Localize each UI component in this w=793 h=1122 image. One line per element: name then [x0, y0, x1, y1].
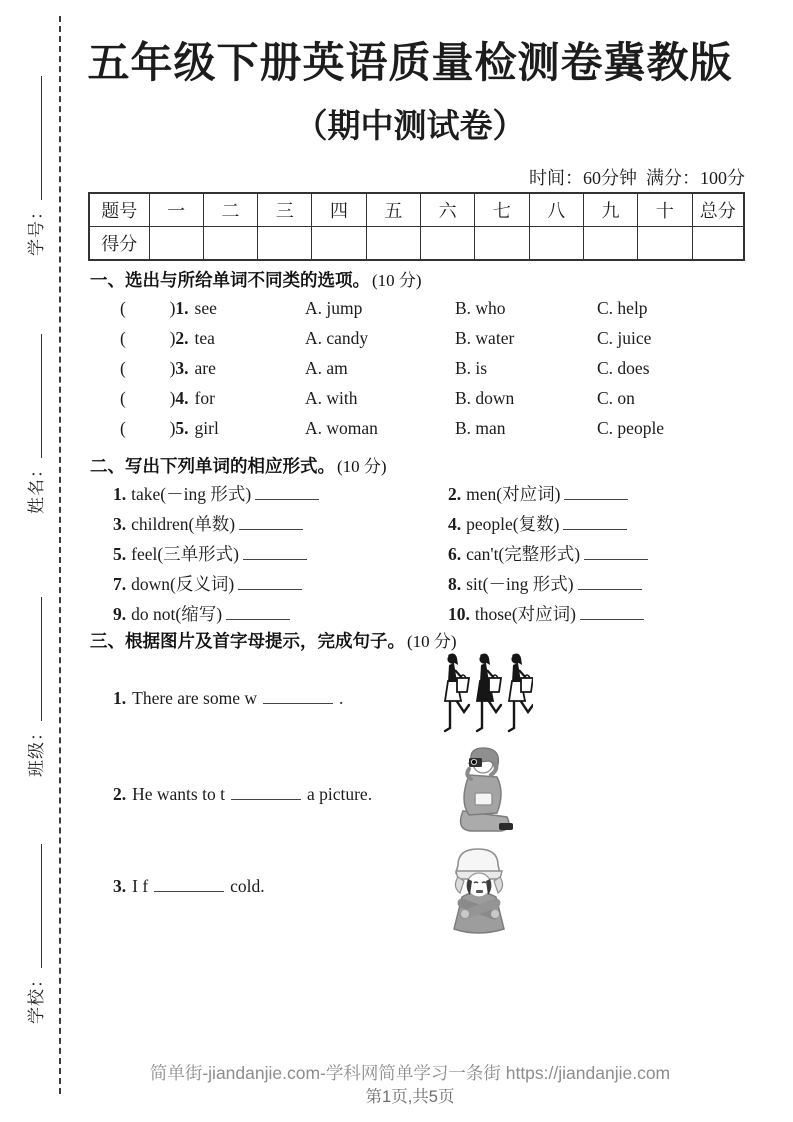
sentence-before: He wants to t — [132, 784, 225, 804]
question-number: 2. — [175, 328, 189, 348]
answer-paren: ( ) — [120, 358, 176, 378]
option-a: A. jump — [305, 298, 363, 318]
section2-heading — [90, 452, 387, 478]
section1-heading — [90, 266, 422, 292]
item-number: 9. — [113, 604, 127, 624]
item-text: men(对应词) — [466, 484, 561, 504]
feel-cold-image — [432, 845, 524, 948]
word-form-item-4 — [448, 511, 627, 536]
footer-site-line: 简单街-jiandanjie.com-学科网简单学习一条街 https://jiandanjie.com — [149, 1063, 671, 1083]
option-b: B. water — [455, 328, 515, 348]
item-text: take(－ing 形式) — [131, 484, 252, 504]
score-cell-empty — [258, 227, 312, 261]
choice-row-3 — [0, 358, 793, 382]
stem-word: see — [194, 298, 217, 318]
word-form-item-10 — [448, 601, 644, 626]
item-number: 6. — [448, 544, 462, 564]
three-women-image — [437, 652, 533, 743]
page-subtitle: （期中测试卷） — [294, 109, 526, 145]
item-number: 4. — [448, 514, 462, 534]
item-number: 1. — [113, 484, 127, 504]
score-cell-empty — [638, 227, 692, 261]
item-number: 7. — [113, 574, 127, 594]
question-stem — [120, 358, 216, 379]
answer-paren: ( ) — [120, 388, 176, 408]
answer-blank — [580, 614, 644, 620]
option-a: A. candy — [305, 328, 369, 348]
option-b: B. who — [455, 298, 506, 318]
score-cell-empty — [529, 227, 583, 261]
answer-blank — [243, 554, 307, 560]
choice-row-2 — [0, 328, 793, 352]
school-label: 学校： — [27, 970, 46, 1024]
item-text: can't(完整形式) — [466, 544, 581, 564]
choice-row-4 — [0, 388, 793, 412]
answer-paren: ( ) — [120, 298, 176, 318]
score-table-score-row — [89, 227, 744, 261]
answer-blank — [564, 494, 628, 500]
score-table-header-cell: 题号 — [89, 193, 149, 227]
score-table-header-cell: 总分 — [692, 193, 744, 227]
score-table-header-cell: 四 — [312, 193, 366, 227]
answer-paren: ( ) — [120, 328, 176, 348]
item-text: feel(三单形式) — [131, 544, 240, 564]
answer-blank — [584, 554, 648, 560]
stem-word: girl — [194, 418, 219, 438]
question-number: 5. — [175, 418, 189, 438]
item-number: 8. — [448, 574, 462, 594]
item-text: people(复数) — [466, 514, 560, 534]
item-text: sit(－ing 形式) — [466, 574, 574, 594]
footer-page-number: 第1页,共5页 — [365, 1088, 455, 1106]
section3-heading — [90, 627, 457, 653]
page-title: 五年级下册英语质量检测卷冀教版 — [87, 41, 733, 87]
stem-word: tea — [194, 328, 215, 348]
take-photo-image — [447, 745, 525, 844]
item-number: 10. — [448, 604, 470, 624]
option-a: A. with — [305, 388, 358, 408]
sidebar-field-student-id — [22, 76, 47, 256]
item-number: 5. — [113, 544, 127, 564]
sentence-after: cold. — [230, 876, 265, 896]
class-label: 班级： — [27, 723, 46, 777]
stem-word: are — [194, 358, 216, 378]
class-blank-line — [36, 597, 42, 721]
answer-blank — [231, 794, 301, 800]
sidebar-field-class — [22, 597, 47, 777]
item-text: those(对应词) — [474, 604, 576, 624]
student-id-label: 学号： — [27, 202, 46, 256]
score-table — [88, 192, 745, 261]
sentence-row-3 — [113, 876, 265, 897]
score-table-header-cell: 二 — [203, 193, 257, 227]
word-form-item-2 — [448, 481, 628, 506]
section2-heading-text: 二、写出下列单词的相应形式。 — [90, 456, 335, 476]
answer-blank — [238, 584, 302, 590]
section3-heading-text: 三、根据图片及首字母提示，完成句子。 — [90, 631, 405, 651]
question-stem — [120, 328, 215, 349]
word-form-item-5 — [113, 541, 307, 566]
sentence-number: 1. — [113, 688, 127, 708]
option-a: A. woman — [305, 418, 378, 438]
option-b: B. is — [455, 358, 488, 378]
sentence-after: a picture. — [306, 784, 373, 804]
answer-blank — [239, 524, 303, 530]
fold-dashed-line — [59, 16, 61, 1094]
word-form-item-3 — [113, 511, 303, 536]
score-table-header-cell: 七 — [475, 193, 529, 227]
question-number: 3. — [175, 358, 189, 378]
question-number: 1. — [175, 298, 189, 318]
word-form-item-1 — [113, 481, 319, 506]
option-c: C. help — [597, 298, 648, 318]
option-c: C. juice — [597, 328, 652, 348]
question-stem — [120, 298, 217, 319]
time-score-info: 时间：60分钟 满分：100分 — [529, 168, 745, 188]
section1-score: (10 分) — [372, 271, 422, 290]
student-id-blank-line — [36, 76, 42, 200]
word-form-item-6 — [448, 541, 648, 566]
answer-blank — [263, 698, 333, 704]
item-text: children(单数) — [131, 514, 236, 534]
score-table-header-cell: 五 — [366, 193, 420, 227]
sidebar-field-school — [22, 844, 47, 1024]
option-a: A. am — [305, 358, 348, 378]
sentence-number: 2. — [113, 784, 127, 804]
answer-paren: ( ) — [120, 418, 176, 438]
answer-blank — [226, 614, 290, 620]
item-text: do not(缩写) — [131, 604, 223, 624]
word-form-item-7 — [113, 571, 302, 596]
score-cell-empty — [203, 227, 257, 261]
stem-word: for — [194, 388, 215, 408]
answer-blank — [255, 494, 319, 500]
option-c: C. does — [597, 358, 650, 378]
answer-blank — [578, 584, 642, 590]
option-b: B. down — [455, 388, 515, 408]
section1-heading-text: 一、选出与所给单词不同类的选项。 — [90, 270, 370, 290]
sentence-before: There are some w — [132, 688, 257, 708]
section2-score: (10 分) — [337, 457, 387, 476]
item-number: 2. — [448, 484, 462, 504]
score-row-label: 得分 — [89, 227, 149, 261]
name-label: 姓名： — [27, 460, 46, 514]
sentence-row-2 — [113, 784, 372, 805]
sentence-after: . — [339, 688, 344, 708]
option-b: B. man — [455, 418, 506, 438]
option-c: C. on — [597, 388, 635, 408]
score-table-header-cell: 六 — [420, 193, 474, 227]
score-table-header-cell: 八 — [529, 193, 583, 227]
option-c: C. people — [597, 418, 665, 438]
score-table-header-row — [89, 193, 744, 227]
choice-row-1 — [0, 298, 793, 322]
score-cell-empty — [475, 227, 529, 261]
word-form-item-9 — [113, 601, 290, 626]
score-cell-empty — [366, 227, 420, 261]
score-table-header-cell: 三 — [258, 193, 312, 227]
item-text: down(反义词) — [131, 574, 235, 594]
answer-blank — [154, 886, 224, 892]
choice-row-5 — [0, 418, 793, 442]
item-number: 3. — [113, 514, 127, 534]
sentence-number: 3. — [113, 876, 127, 896]
sentence-before: I f — [132, 876, 149, 896]
score-table-header-cell: 九 — [583, 193, 637, 227]
section3-score: (10 分) — [407, 632, 457, 651]
score-cell-empty — [149, 227, 203, 261]
answer-blank — [563, 524, 627, 530]
school-blank-line — [36, 844, 42, 968]
score-cell-empty — [583, 227, 637, 261]
question-number: 4. — [175, 388, 189, 408]
score-table-header-cell: 十 — [638, 193, 692, 227]
score-cell-empty — [420, 227, 474, 261]
word-form-item-8 — [448, 571, 642, 596]
score-table-header-cell: 一 — [149, 193, 203, 227]
question-stem — [120, 418, 219, 439]
score-cell-empty — [692, 227, 744, 261]
score-cell-empty — [312, 227, 366, 261]
sentence-row-1 — [113, 688, 343, 709]
question-stem — [120, 388, 215, 409]
